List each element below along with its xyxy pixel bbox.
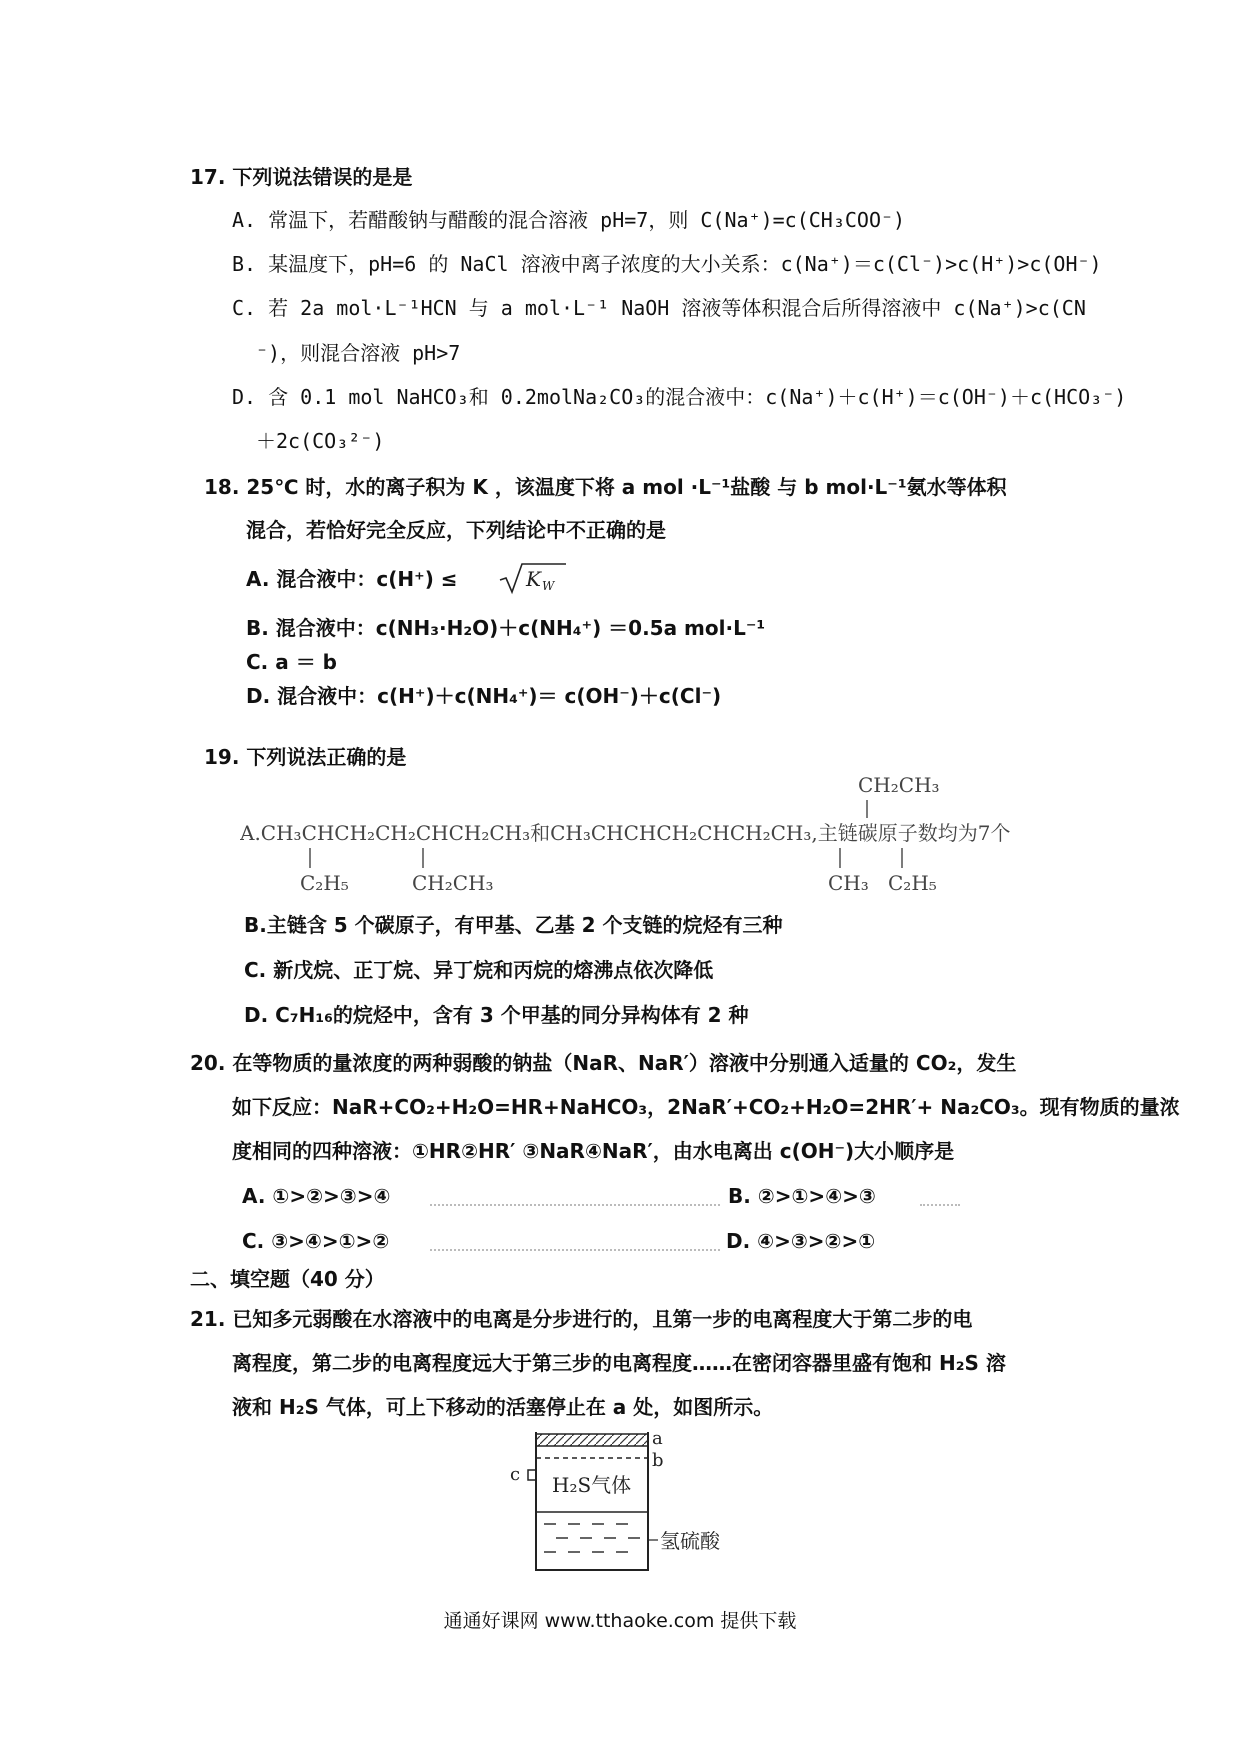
branch-ethyl-1: C₂H₅ — [300, 871, 349, 895]
branch-ethyl-2: CH₂CH₃ — [412, 871, 494, 895]
q18-option-c: C. a ＝ b — [246, 650, 337, 674]
q19-option-b: B.主链含 5 个碳原子，有甲基、乙基 2 个支链的烷烃有三种 — [244, 913, 783, 937]
gas-label: H₂S气体 — [552, 1473, 632, 1497]
svg-text:W: W — [542, 579, 555, 593]
q19-option-d: D. C₇H₁₆的烷烃中，含有 3 个甲基的同分异构体有 2 种 — [244, 1003, 749, 1027]
q21-line2: 离程度，第二步的电离程度远大于第三步的电离程度……在密闭容器里盛有饱和 H₂S 溶 — [232, 1351, 1006, 1375]
q18-stem-line1: 18. 25℃ 时，水的离子积为 K ，该温度下将 a mol ·L⁻¹盐酸 与 b mol·L⁻¹氨水等体积 — [204, 475, 1007, 499]
liquid-label: 氢硫酸 — [660, 1529, 720, 1553]
svg-text:K: K — [526, 567, 541, 591]
valve — [528, 1470, 536, 1480]
branch-ethyl-3: C₂H₅ — [888, 871, 937, 895]
q20-option-d: D. ④>③>②>① — [726, 1229, 876, 1253]
label-c: c — [510, 1464, 521, 1485]
q19-option-c: C. 新戊烷、正丁烷、异丁烷和丙烷的熔沸点依次降低 — [244, 958, 714, 982]
q17-option-c-line1: C. 若 2a mol·L⁻¹HCN 与 a mol·L⁻¹ NaOH 溶液等体积混合后所得溶液中 c(Na⁺)>c(CN — [232, 296, 1086, 320]
q21-line3: 液和 H₂S 气体，可上下移动的活塞停止在 a 处，如图所示。 — [232, 1395, 774, 1419]
main-chain-formula: A.CH₃CHCH₂CH₂CHCH₂CH₃和CH₃CHCHCH₂CHCH₂CH₃,主链碳原子数均为7个 — [240, 821, 1011, 845]
q20-stem-line3: 度相同的四种溶液：①HR②HR′ ③NaR④NaR′，由水电离出 c(OH⁻)大小顺序是 — [232, 1139, 955, 1163]
q17-option-d-line2: ＋2c(CO₃²⁻) — [256, 429, 385, 453]
section-heading: 二、填空题（40 分） — [190, 1267, 385, 1291]
dotted-leader — [920, 1204, 960, 1206]
q20-option-c: C. ③>④>①>② — [242, 1229, 390, 1253]
label-b: b — [652, 1450, 664, 1471]
q21-line1: 21. 已知多元弱酸在水溶液中的电离是分步进行的，且第一步的电离程度大于第二步的电 — [190, 1307, 973, 1331]
q17-option-a: A. 常温下，若醋酸钠与醋酸的混合溶液 pH=7，则 C(Na⁺)=c(CH₃COO⁻) — [232, 208, 906, 232]
q18-option-d: D. 混合液中：c(H⁺)＋c(NH₄⁺)＝ c(OH⁻)＋c(Cl⁻) — [246, 684, 722, 708]
q20-stem-line1: 20. 在等物质的量浓度的两种弱酸的钠盐（NaR、NaR′）溶液中分别通入适量的 CO₂，发生 — [190, 1051, 1017, 1075]
q20-stem-line2: 如下反应：NaR+CO₂+H₂O=HR+NaHCO₃，2NaR′+CO₂+H₂O=2HR′+ Na₂CO₃。现有物质的量浓 — [232, 1095, 1180, 1119]
q18-stem-line2: 混合，若恰好完全反应，下列结论中不正确的是 — [246, 518, 666, 542]
sqrt-kw-formula — [498, 560, 570, 596]
branch-top-ethyl: CH₂CH₃ — [858, 773, 940, 797]
q17-option-c-line2: ⁻)，则混合溶液 pH>7 — [256, 341, 461, 365]
q17-option-d-line1: D. 含 0.1 mol NaHCO₃和 0.2molNa₂CO₃的混合液中：c(Na⁺)＋c(H⁺)＝c(OH⁻)＋c(HCO₃⁻) — [232, 385, 1127, 409]
page-footer: 通通好课网 www.tthaoke.com 提供下载 — [443, 1610, 797, 1632]
dotted-leader — [430, 1204, 720, 1206]
dotted-leader — [430, 1249, 720, 1251]
q18-option-b: B. 混合液中：c(NH₃·H₂O)＋c(NH₄⁺) ＝0.5a mol·L⁻¹ — [246, 616, 766, 640]
q19-stem: 19. 下列说法正确的是 — [204, 745, 407, 769]
q17-stem: 17. 下列说法错误的是是 — [190, 165, 413, 189]
piston — [536, 1434, 648, 1446]
q18-option-a: A. 混合液中：c(H⁺) ≤ — [246, 567, 458, 591]
q20-option-a: A. ①>②>③>④ — [242, 1184, 391, 1208]
h2s-container-diagram — [500, 1420, 760, 1580]
q20-option-b: B. ②>①>④>③ — [728, 1184, 876, 1208]
label-a: a — [652, 1428, 663, 1449]
alkane-structure-formula — [240, 770, 1040, 900]
q17-option-b: B. 某温度下，pH=6 的 NaCl 溶液中离子浓度的大小关系：c(Na⁺)＝c(Cl⁻)>c(H⁺)>c(OH⁻) — [232, 252, 1102, 276]
branch-methyl: CH₃ — [828, 871, 869, 895]
